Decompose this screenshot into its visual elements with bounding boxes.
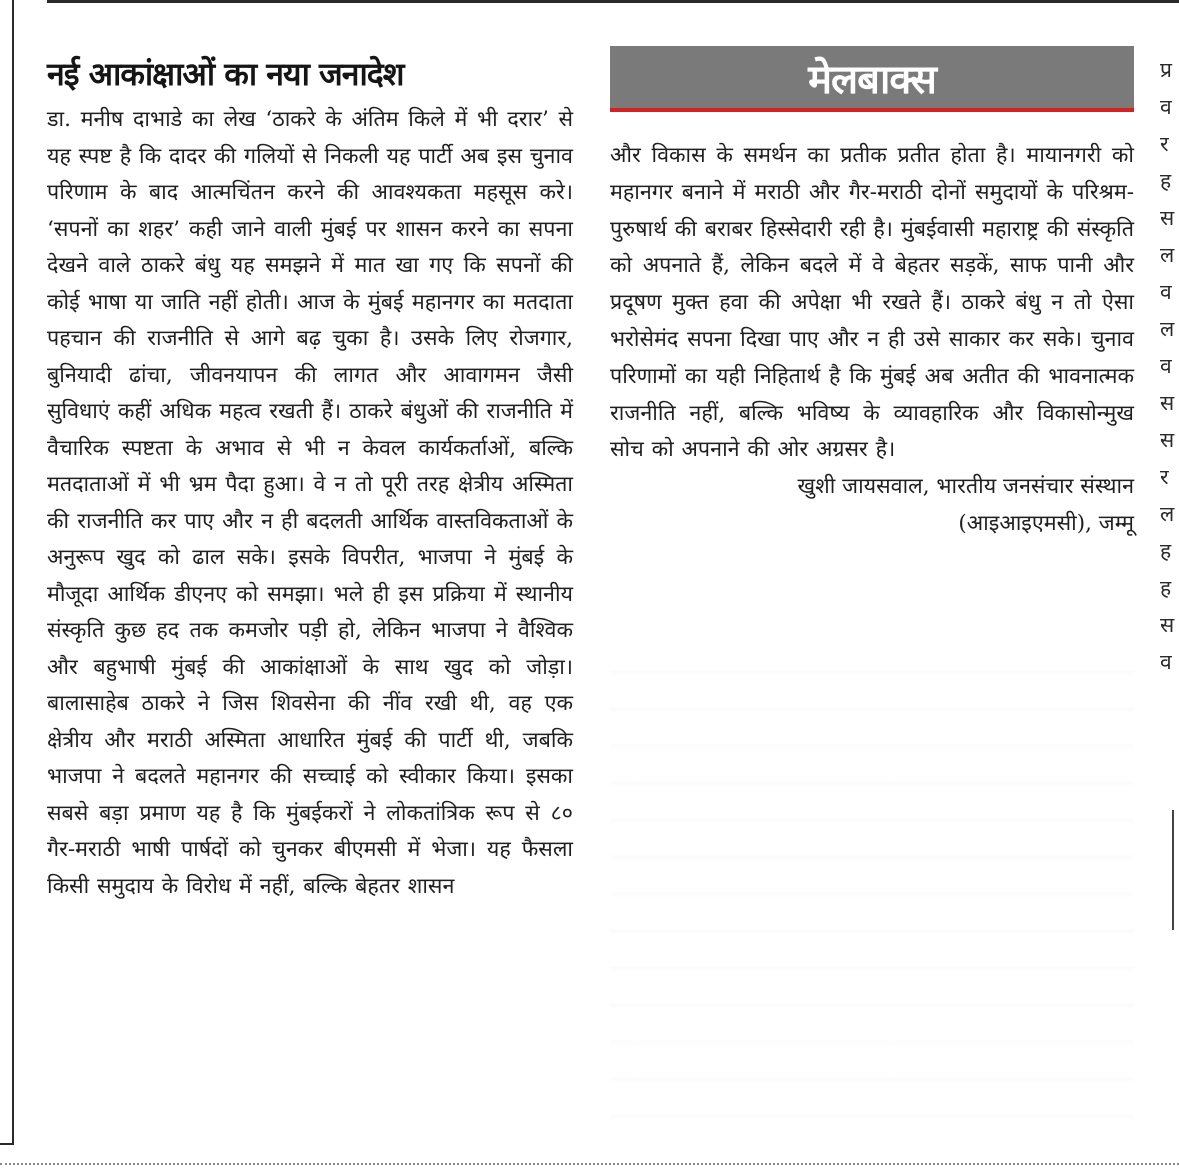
article-body: डा. मनीष दाभाडे का लेख ‘ठाकरे के अंतिम किले में भी दरार’ से यह स्पष्ट है कि दादर की गलियों से निकली यह पार्टी अब इस चुनाव परिणाम के बाद आत्मचिंतन करने की आवश्यकता महसूस करे। ‘सपनों का शहर’ कही जाने वाली मुंबई पर शासन करने का सपना देखने वाले ठाकरे बंधु यह समझने में मात खा गए कि सपनों की कोई भाषा या जाति नहीं होती। आज के मुंबई महानगर का मतदाता पहचान की राजनीति से आगे बढ़ चुका है। उसके लिए रोजगार, बुनियादी ढांचा, जीवनयापन की लागत और आवागमन जैसी सुविधाएं कहीं अधिक महत्व रखती हैं। ठाकरे बंधुओं की राजनीति में वैचारिक स्पष्टता के अभाव से भी न केवल कार्यकर्ताओं, बल्कि मतदाताओं में भी भ्रम पैदा हुआ। वे न तो पूरी तरह क्षेत्रीय अस्मिता की राजनीति कर पाए और न ही बदलती आर्थिक वास्तविकताओं के अनुरूप खुद को ढाल सके। इसके विपरीत, भाजपा ने मुंबई के मौजूदा आर्थिक डीएनए को समझा। भले ही इस प्रक्रिया में स्थानीय संस्कृति कुछ हद तक कमजोर पड़ी हो, लेकिन भाजपा ने वैश्विक और बहुभाषी मुंबई की आकांक्षाओं के साथ खुद को जोड़ा। बालासाहेब ठाकरे ने जिस शिवसेना की नींव रखी थी, वह एक क्षेत्रीय और मराठी अस्मिता आधारित मुंबई की पार्टी थी, जबकि भाजपा ने बदलते महानगर की सच्चाई को स्वीकार किया। इसका सबसे बड़ा प्रमाण यह है कि मुंबईकरों ने लोकतांत्रिक रूप से ८० गैर-मराठी भाषी पार्षदों को चुनकर बीएमसी में भेजा। यह फैसला किसी समुदाय के विरोध में नहीं, बल्कि बेहतर शासन	[47, 107, 573, 899]
clipped-glyph: स	[1160, 206, 1175, 230]
article-headline: नई आकांक्षाओं का नया जनादेश	[47, 55, 404, 93]
faded-bleedthrough-area	[610, 640, 1134, 1150]
letter-author: खुशी जायसवाल, भारतीय जनसंचार संस्थान	[797, 474, 1134, 500]
left-border-frame	[0, 0, 14, 1145]
clipped-glyph: स	[1160, 391, 1175, 415]
clipped-glyph: ल	[1160, 243, 1175, 267]
top-rule	[47, 0, 1179, 3]
clipped-glyph: र	[1160, 465, 1169, 489]
clipped-glyph: प्र	[1160, 58, 1172, 82]
mailbox-letter-body: और विकास के समर्थन का प्रतीक प्रतीत होता है। मायानगरी को महानगर बनाने में मराठी और गैर-मराठी दोनों समुदायों के परिश्रम-पुरुषार्थ की बराबर हिस्सेदारी रही है। मुंबईवासी महाराष्ट्र की संस्कृति को अपनाते हैं, लेकिन बदले में वे बेहतर सड़कें, साफ पानी और प्रदूषण मुक्त हवा की अपेक्षा भी रखते हैं। ठाकरे बंधु न तो ऐसा भरोसेमंद सपना दिखा पाए और न ही उसे साकार कर सके। चुनाव परिणामों का यही निहितार्थ है कि मुंबई अब अतीत की भावनात्मक राजनीति नहीं, बल्कि भविष्य के व्यावहारिक और विकासोन्मुख सोच को अपनाने की ओर अग्रसर है।	[610, 143, 1134, 463]
clipped-glyph: ह	[1160, 169, 1172, 193]
clipped-glyph: र	[1160, 132, 1169, 156]
clipped-adjacent-column	[1160, 52, 1179, 712]
clipped-glyph: स	[1160, 613, 1175, 637]
article-column	[47, 52, 573, 905]
mailbox-title: मेलबाक्स	[808, 56, 936, 103]
clipped-glyph: ह	[1160, 539, 1172, 563]
clipped-glyph: ह	[1160, 576, 1172, 600]
mailbox-banner	[610, 46, 1134, 112]
clipped-glyph: व	[1160, 95, 1172, 119]
right-edge-mark	[1172, 810, 1174, 930]
clipped-glyph: व	[1160, 280, 1172, 304]
clipped-glyph: ल	[1160, 317, 1175, 341]
clipped-glyph: ल	[1160, 502, 1175, 526]
mailbox-column	[610, 46, 1134, 543]
letter-author-location: (आइआइएमसी), जम्मू	[958, 510, 1134, 536]
clipped-glyph: व	[1160, 354, 1172, 378]
bottom-dotted-rule	[0, 1163, 1179, 1165]
clipped-glyph: व	[1160, 650, 1172, 674]
clipped-glyph: स	[1160, 428, 1175, 452]
